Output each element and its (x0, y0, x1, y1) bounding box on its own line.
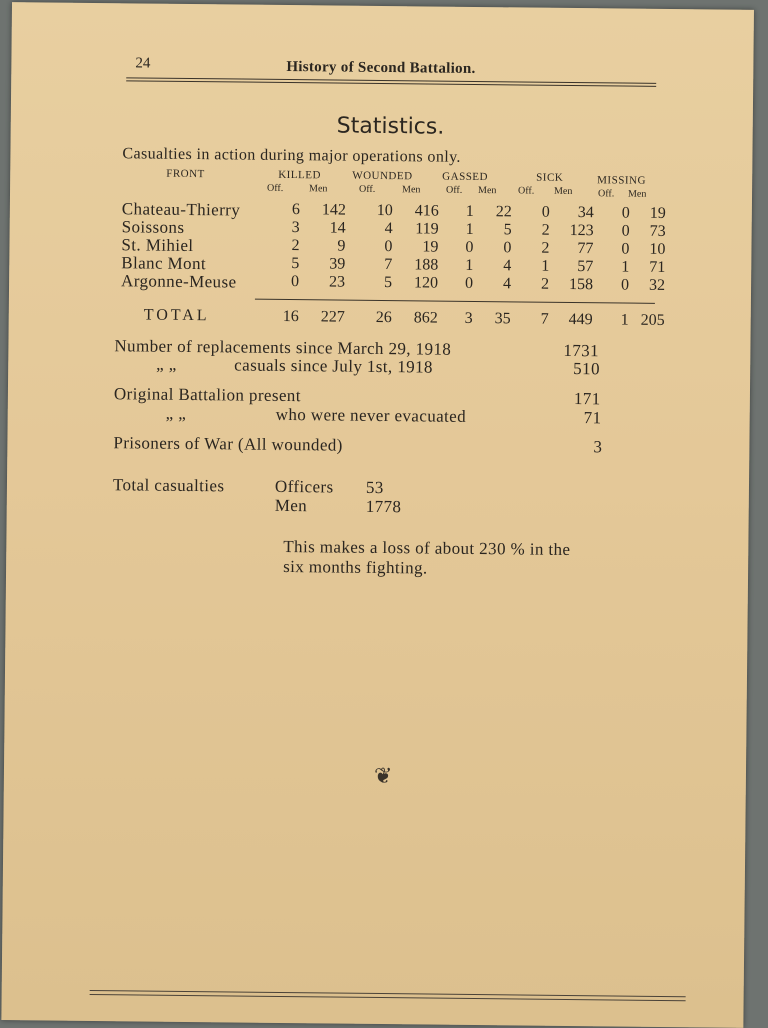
original-battalion-label: Original Battalion present (113, 384, 301, 406)
table-cell: 1 (465, 256, 474, 274)
table-cell: 0 (465, 274, 474, 292)
front-name: Argonne-Meuse (121, 271, 237, 292)
replacements-value: 1731 (563, 340, 600, 361)
table-cell: 1 (541, 257, 550, 275)
table-cell: 158 (569, 275, 594, 294)
table-cell: 19 (649, 204, 666, 222)
never-evacuated-ditto-marks: „ „ (165, 403, 187, 423)
table-cell: 5 (384, 274, 393, 292)
table-cell: 7 (384, 256, 393, 274)
table-cell: 142 (321, 201, 346, 219)
page-number: 24 (135, 55, 151, 72)
table-cell: 5 (291, 255, 300, 273)
front-name: Blanc Mont (121, 253, 207, 274)
table-cell: 1 (621, 258, 630, 276)
total-cell: 862 (413, 309, 438, 327)
table-cell: 0 (384, 238, 393, 256)
col-header-gassed: GASSED (442, 170, 489, 184)
total-cell: 449 (568, 310, 593, 329)
table-cell: 34 (577, 204, 594, 222)
table-cell: 4 (384, 220, 393, 238)
officers-value: 53 (365, 477, 384, 498)
table-cell: 73 (649, 222, 666, 240)
table-cell: 0 (291, 273, 300, 291)
table-cell: 1 (465, 220, 474, 238)
total-cell: 7 (540, 310, 549, 328)
table-cell: 71 (649, 258, 666, 276)
table-cell: 23 (329, 273, 346, 291)
table-cell: 119 (415, 220, 439, 238)
table-cell: 0 (621, 276, 630, 294)
front-name: St. Mihiel (121, 235, 194, 256)
table-cell: 77 (577, 240, 594, 258)
table-cell: 0 (621, 222, 630, 240)
total-casualties-label: Total casualties (112, 475, 225, 496)
casuals-ditto-marks: „ „ (156, 354, 177, 374)
total-cell: 1 (620, 311, 629, 329)
total-cell: 227 (320, 308, 345, 326)
total-cell: 3 (464, 309, 473, 327)
table-cell: 10 (376, 201, 393, 220)
front-name: Chateau-Thierry (121, 199, 241, 220)
sub-header-sick-men: Men (554, 185, 573, 197)
sub-header-wounded-men: Men (402, 184, 421, 196)
table-cell: 32 (649, 276, 666, 294)
total-cell: 16 (282, 307, 299, 326)
men-value: 1778 (365, 496, 402, 517)
table-cell: 19 (422, 238, 439, 256)
table-cell: 416 (414, 202, 439, 220)
table-cell: 2 (541, 221, 550, 239)
table-cell: 14 (329, 219, 346, 237)
never-evacuated-label: who were never evacuated (275, 404, 467, 426)
sub-header-gassed-off: Off. (446, 184, 463, 196)
statistics-subheading: Casualties in action during major operations only. (122, 145, 461, 166)
total-cell: 35 (494, 310, 511, 328)
table-cell: 2 (541, 275, 550, 293)
table-cell: 3 (291, 219, 300, 237)
col-header-killed: KILLED (278, 168, 322, 182)
col-header-wounded: WOUNDED (352, 169, 413, 183)
sub-header-missing-men: Men (627, 188, 647, 200)
loss-note-line1: This makes a loss of about 230 % in the (283, 536, 571, 559)
original-battalion-value: 171 (573, 389, 601, 409)
col-header-missing: MISSING (597, 174, 646, 187)
prisoners-label: Prisoners of War (All wounded) (113, 433, 343, 455)
table-cell: 9 (337, 237, 346, 255)
col-header-sick: SICK (536, 171, 564, 184)
casuals-label: casuals since July 1st, 1918 (234, 355, 433, 377)
loss-note-line2: six months fighting. (283, 556, 428, 578)
table-cell: 57 (577, 258, 594, 276)
table-cell: 188 (414, 256, 439, 274)
running-title: History of Second Battalion. (286, 58, 476, 77)
table-cell: 6 (291, 201, 300, 219)
table-cell: 0 (541, 203, 550, 221)
front-name: Soissons (121, 217, 185, 237)
casuals-value: 510 (573, 359, 601, 379)
table-cell: 22 (495, 203, 512, 221)
table-cell: 10 (649, 240, 666, 258)
table-cell: 2 (291, 237, 300, 255)
table-cell: 4 (503, 257, 512, 275)
sub-header-killed-off: Off. (267, 182, 284, 194)
total-label: TOTAL (143, 306, 210, 325)
table-cell: 39 (329, 255, 346, 273)
table-cell: 2 (541, 239, 550, 257)
sub-header-gassed-men: Men (478, 185, 497, 197)
men-label: Men (274, 495, 308, 516)
document-page (1, 2, 754, 1028)
total-cell: 205 (640, 311, 665, 329)
table-cell: 120 (414, 274, 439, 292)
table-cell: 0 (621, 240, 630, 258)
table-cell: 0 (621, 204, 630, 222)
never-evacuated-value: 71 (583, 408, 602, 428)
prisoners-value: 3 (593, 437, 603, 457)
col-header-front: FRONT (166, 167, 205, 181)
total-rule (255, 299, 655, 304)
table-cell: 0 (465, 238, 474, 256)
officers-label: Officers (274, 476, 334, 497)
printers-ornament-icon: ❦ (373, 763, 393, 790)
table-cell: 5 (503, 221, 512, 239)
sub-header-missing-off: Off. (597, 188, 615, 200)
total-cell: 26 (375, 308, 392, 327)
sub-header-sick-off: Off. (518, 185, 535, 197)
statistics-heading: Statistics. (336, 113, 445, 140)
sub-header-wounded-off: Off. (359, 183, 376, 195)
table-cell: 123 (569, 221, 594, 240)
sub-header-killed-men: Men (309, 183, 328, 195)
table-cell: 0 (503, 239, 512, 257)
table-cell: 1 (465, 202, 474, 220)
table-cell: 4 (503, 275, 512, 293)
replacements-label: Number of replacements since March 29, 1918 (114, 336, 452, 359)
